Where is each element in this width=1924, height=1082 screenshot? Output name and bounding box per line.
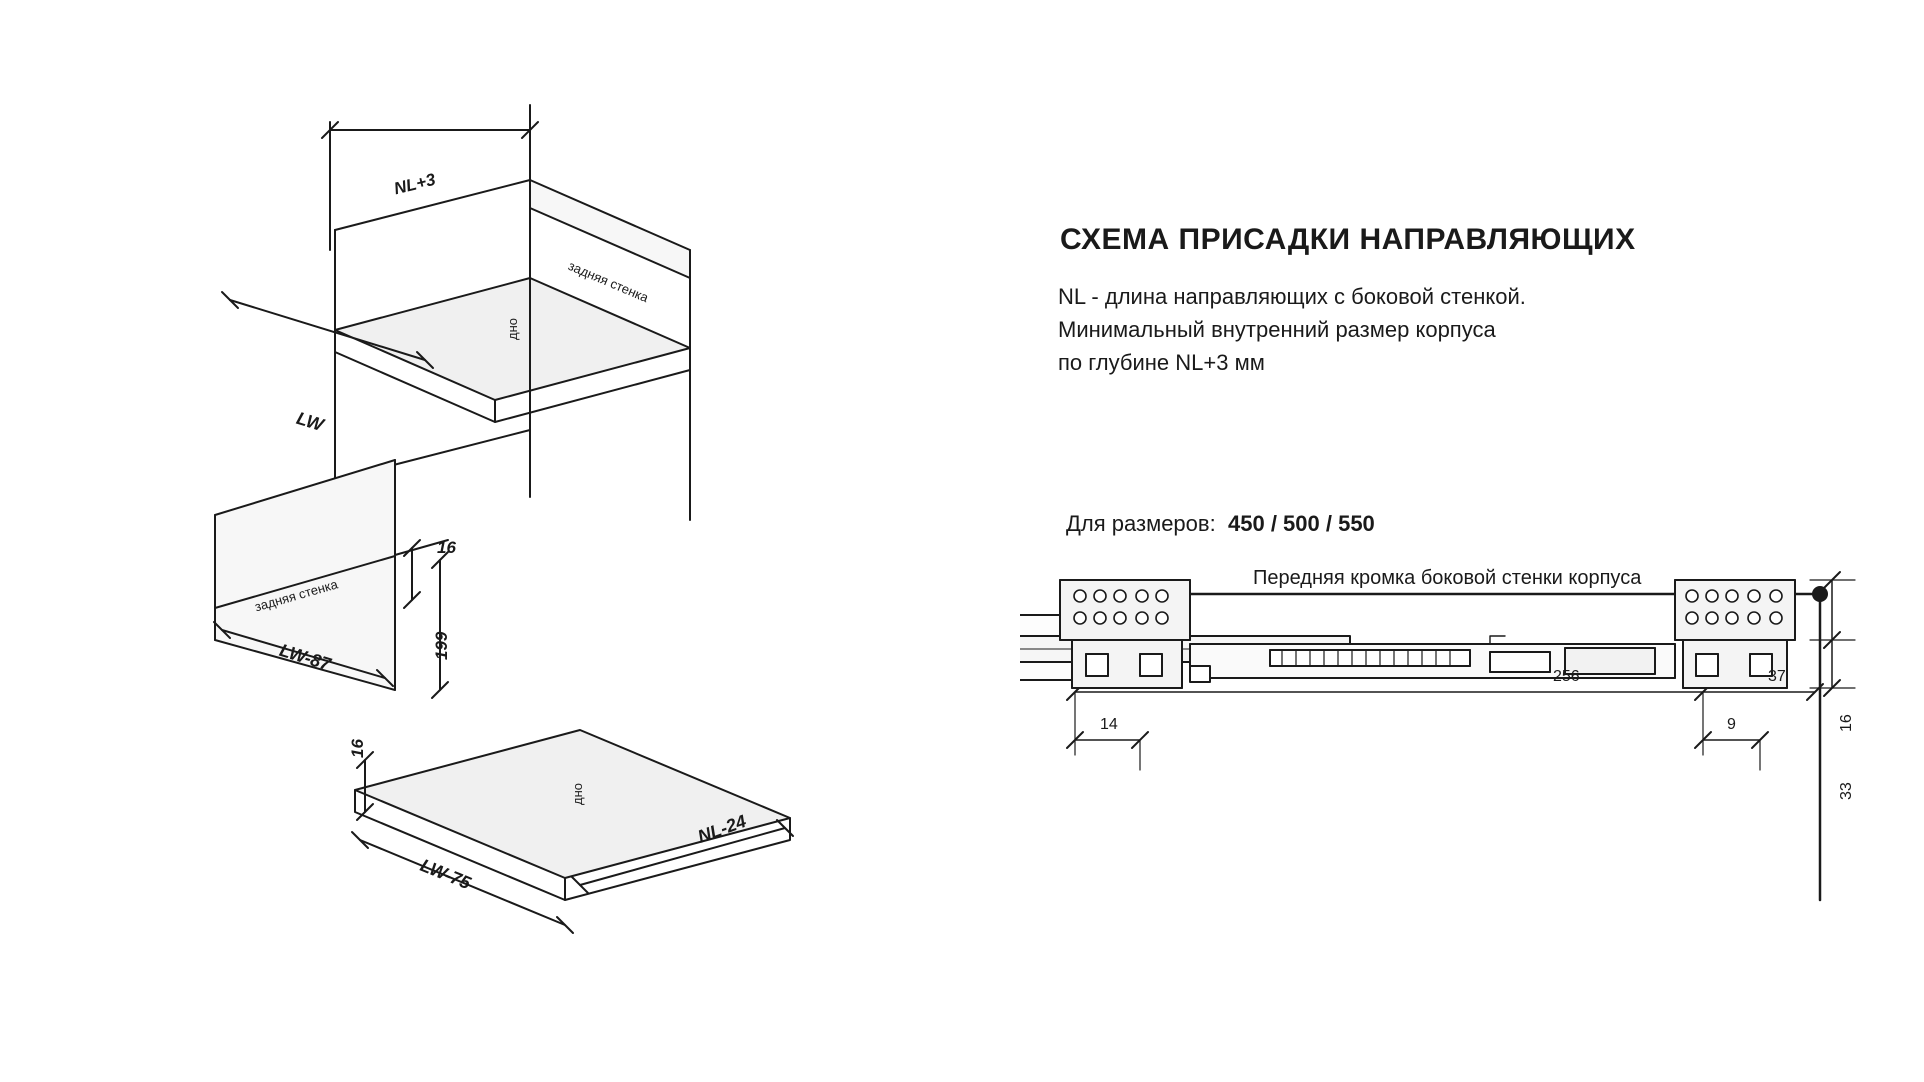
dim-label-14: 14	[1100, 716, 1118, 733]
dim-label-199: 199	[432, 631, 451, 660]
dim-chain-top	[1067, 684, 1823, 755]
dim-label-nl-plus-3: NL+3	[392, 169, 438, 199]
label-bottom-box: дно	[505, 318, 520, 340]
sizes-label: Для размеров:	[1066, 511, 1216, 536]
dim-label-37: 37	[1768, 668, 1786, 685]
dim-199	[395, 540, 448, 698]
dim-label-16-back: 16	[437, 538, 456, 557]
dim-label-33-slide: 33	[1838, 782, 1855, 800]
front-edge-label: Передняя кромка боковой стенки корпуса	[1253, 567, 1642, 589]
dim-label-9: 9	[1727, 716, 1736, 733]
label-bottom-part: дно	[570, 783, 585, 805]
description-line-1: NL - длина направляющих с боковой стенкой.	[1058, 284, 1526, 309]
sizes-values: 450 / 500 / 550	[1228, 511, 1375, 536]
dim-label-16-slide: 16	[1838, 714, 1855, 732]
label-back-wall-part: задняя стенка	[253, 576, 340, 615]
soft-close-mechanism	[1190, 644, 1675, 678]
description-line-3: по глубине NL+3 мм	[1058, 350, 1265, 375]
left-mounting-bracket	[1060, 580, 1190, 688]
page-title: СХЕМА ПРИСАДКИ НАПРАВЛЯЮЩИХ	[1060, 223, 1636, 256]
dim-label-256: 256	[1553, 668, 1580, 685]
dim-chain-sub	[1067, 732, 1768, 770]
cabinet-back-wall	[530, 180, 690, 278]
description-line-2: Минимальный внутренний размер корпуса	[1058, 317, 1496, 342]
dim-label-16-bottom: 16	[348, 739, 367, 758]
dim-label-lw-87: LW-87	[277, 640, 334, 675]
label-back-wall-box: задняя стенка	[566, 258, 651, 306]
dim-label-lw: LW	[294, 408, 326, 436]
dim-label-lw-75: LW-75	[417, 855, 474, 894]
slide-drilling-diagram	[1020, 570, 1920, 990]
dim-label-nl-24: NL-24	[695, 810, 749, 847]
